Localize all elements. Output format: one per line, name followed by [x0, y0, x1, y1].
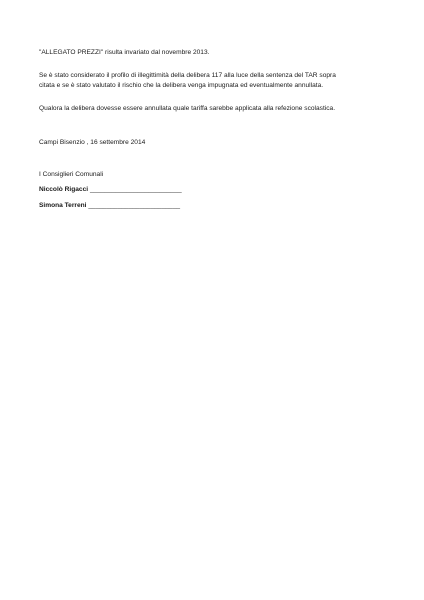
signature-line-rigacci [39, 185, 389, 194]
signature-underline: _________________________ [89, 186, 182, 194]
paragraph-price-attachment: "ALLEGATO PREZZI" risulta invariato dal novembre 2013. [39, 49, 210, 56]
place-date: Campi Bisenzio , 16 settembre 2014 [39, 138, 146, 146]
signature-underline: _________________________ [88, 201, 181, 209]
signatories-heading: I Consiglieri Comunali [39, 171, 104, 179]
signatory-name: Niccolò Rigacci [39, 186, 89, 194]
signature-line-terreni [39, 201, 389, 210]
paragraph-tar-question: Se è stato considerato il profilo di illegittimità della delibera 117 alla luce della sentenza del TAR sopra citata e se è stato valutato il rischio che la delibera venga impugnata ed eventualmente annullata. [39, 72, 336, 89]
paragraph-tariff-question: Qualora la delibera dovesse essere annullata quale tariffa sarebbe applicata alla refezione scolastica. [39, 105, 336, 113]
document-body [39, 48, 389, 216]
signatory-name: Simona Terreni [39, 201, 87, 209]
